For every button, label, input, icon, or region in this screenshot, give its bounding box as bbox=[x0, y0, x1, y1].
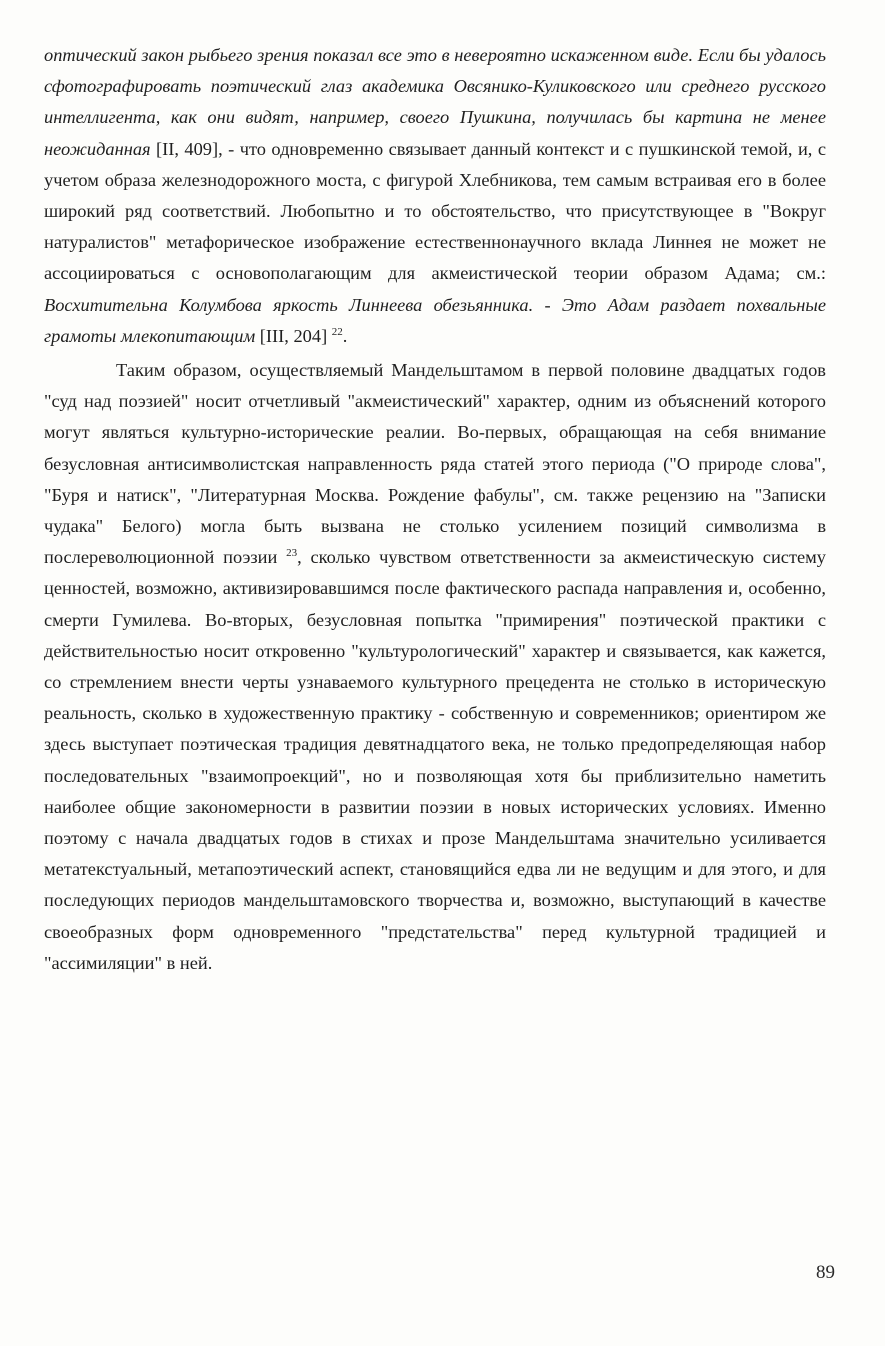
footnote-marker: 23 bbox=[286, 547, 298, 560]
quote-italic: оптический закон рыбьего зрения показал все это в невероятно искаженном виде. Если бы удалось сфотографировать поэтический глаз академика Овсянико-Куликовского или среднего русского интеллигента, как они видят, например, своего Пушкина, получилась бы картина не менее неожиданная bbox=[44, 45, 826, 159]
paragraph-continuation bbox=[44, 40, 826, 352]
body-text: . bbox=[342, 325, 348, 346]
quote-italic: Восхитительна Колумбова яркость Линнеева обезьянника. - Это Адам раздает похвальные грамоты млекопитающим bbox=[44, 294, 826, 346]
body-text: [III, 204] bbox=[255, 325, 332, 346]
body-text: , сколько чувством ответственности за акмеистическую систему ценностей, возможно, активизировавшимся после фактического распада направления и, особенно, смерти Гумилева. Во-вторых, безусловная попытка "примирения" поэтической практики с действительностью носит откровенно "культурологический" характер и связывается, как кажется, со стремлением внести черты узнаваемого культурного прецедента не столько в историческую реальность, сколько в художественную практику - собственную и современников; ориентиром же здесь выступает поэтическая традиция девятнадцатого века, не только предопределяющая набор последовательных "взаимопроекций", но и позволяющая хотя бы приблизительно наметить наиболее общие закономерности в развитии поэзии в новых исторических условиях. Именно поэтому с начала двадцатых годов в стихах и прозе Мандельштама значительно усиливается метатекстуальный, метапоэтический аспект, становящийся едва ли не ведущим и для этого, и для последующих периодов мандельштамовского творчества и, возможно, выступающий в качестве своеобразных форм одновременного "предстательства" перед культурной традицией и "ассимиляции" в ней. bbox=[44, 547, 826, 973]
body-text: Таким образом, осуществляемый Мандельштамом в первой половине двадцатых годов "суд над поэзией" носит отчетливый "акмеистический" характер, одним из объяснений которого могут являться культурно-исторические реалии. Во-первых, обращающая на себя внимание безусловная антисимволистская направленность ряда статей этого периода ("О природе слова", "Буря и натиск", "Литературная Москва. Рождение фабулы", см. также рецензию на "Записки чудака" Белого) могла быть вызвана не столько усилением позиций символизма в послереволюционной поэзии bbox=[44, 360, 826, 568]
body-text: [II, 409], - что одновременно связывает данный контекст и с пушкинской темой, и, с учетом образа железнодорожного моста, с фигурой Хлебникова, тем самым встраивая его в более широкий ряд соответствий. Любопытно и то обстоятельство, что присутствующее в "Вокруг натуралистов" метафорическое изображение естественнонаучного вклада Линнея не может не ассоциироваться с основополагающим для акмеистической теории образом Адама; см.: bbox=[44, 138, 826, 284]
footnote-marker: 22 bbox=[331, 325, 343, 338]
page-body bbox=[44, 40, 826, 979]
page-number: 89 bbox=[816, 1262, 835, 1283]
paragraph-conclusion bbox=[44, 355, 826, 979]
